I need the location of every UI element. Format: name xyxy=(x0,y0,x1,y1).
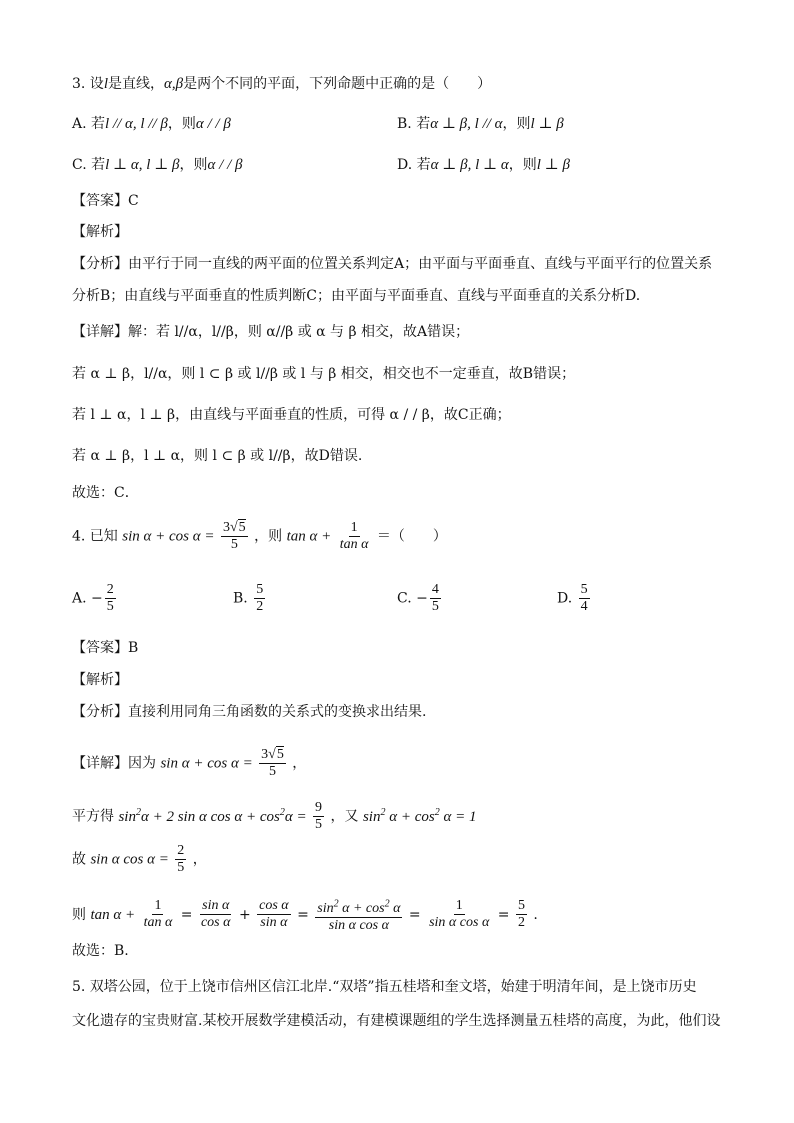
q4-detail-line1 xyxy=(72,747,306,780)
q4-stem-a: 4. 已知 xyxy=(72,528,118,545)
q4-detail-line2 xyxy=(72,800,476,833)
q4-a-sign: − xyxy=(91,590,103,607)
q4-square: 平方得 xyxy=(72,808,114,825)
q3-option-a[interactable] xyxy=(72,114,231,134)
q4-d4-f5: $\frac{1}{\text{sin α cos α}}$ xyxy=(429,898,490,931)
q3-detail-line3: 若 l ⊥ α，l ⊥ β，由直线与平面垂直的性质，可得 α / / β，故C正确； xyxy=(72,407,511,423)
q3-d1: 解：若 l//α，l//β，则 α//β 或 α 与 β 相交，故A错误； xyxy=(128,324,470,340)
q3-stem-b: 是直线， xyxy=(107,76,164,92)
q4-c-sign: − xyxy=(416,590,428,607)
q3-opt-a-label: A. 若 xyxy=(72,116,106,132)
q3-detail-line2: 若 α ⊥ β，l//α，则 l ⊂ β 或 l//β 或 l 与 β 相交，相交也不一定垂直，故B错误； xyxy=(72,366,576,382)
q3-option-c[interactable] xyxy=(72,155,242,175)
q3-fx-tag: 【分析】 xyxy=(72,256,128,272)
q3-detail-line4: 若 α ⊥ β，l ⊥ α，则 l ⊂ β 或 l//β，故D错误. xyxy=(72,448,363,464)
q3-opt-c-label: C. 若 xyxy=(72,157,106,173)
q4-d3-frac: $\frac{2}{5}$ xyxy=(177,843,185,875)
q4-d3-comma: ， xyxy=(192,851,207,868)
q3-option-b[interactable] xyxy=(397,114,564,134)
q3-var-l: l xyxy=(103,76,108,92)
q3-stem xyxy=(72,74,491,94)
q3-choose: 故选：C． xyxy=(72,485,139,501)
q3-stem-a: 3. 设 xyxy=(72,76,104,92)
q3-opt-c-res: α / / β xyxy=(207,157,243,173)
q4-fx-text: 直接利用同角三角函数的关系式的变换求出结果. xyxy=(128,704,427,720)
q3-opt-b-mid: ，则 xyxy=(502,116,531,132)
q3-fx-text1: 由平行于同一直线的两平面的位置关系判定A；由平面与平面垂直、直线与平面平行的位置关系 xyxy=(128,256,713,272)
q3-var-ab: α,β xyxy=(163,76,184,92)
q3-analysis-tag: 【解析】 xyxy=(72,224,128,240)
q4-detail-line3 xyxy=(72,843,207,876)
q4-b-frac: $\frac{5}{2}$ xyxy=(256,582,264,614)
q3-opt-c-math: l ⊥ α, l ⊥ β xyxy=(105,157,180,173)
q4-therefore: 故 xyxy=(72,851,86,868)
q4-d4-f1: $\frac{1}{\text{tan α}}$ xyxy=(143,898,173,931)
q3-detail-tag: 【详解】 xyxy=(72,324,128,340)
q5-line2: 文化遗存的宝贵财富.某校开展数学建模活动，有建模课题组的学生选择测量五桂塔的高度，为此，他们设 xyxy=(72,1013,721,1029)
q3-opt-b-label: B. 若 xyxy=(397,116,431,132)
q4-answer-value: B xyxy=(128,640,139,656)
q4-detail-line4 xyxy=(72,896,538,934)
q4-fx-tag: 【分析】 xyxy=(72,704,128,720)
q3-stem-c: 是两个不同的平面，下列命题中正确的是（ ） xyxy=(183,76,492,92)
q4-d2-expr: $\sin^2\alpha + 2$ sin α $\cos \alpha + \cos^2\alpha$ = xyxy=(118,806,307,825)
q4-answer xyxy=(72,638,138,658)
q4-d-label: D. xyxy=(557,590,573,607)
q4-d3-expr: sin α cos α = xyxy=(90,851,169,868)
q3-opt-d-mid: ，则 xyxy=(508,157,537,173)
q4-d4-f3: $\frac{\text{cos α}}{\text{sin α}}$ xyxy=(259,898,289,931)
q4-a-frac: $\frac{2}{5}$ xyxy=(106,582,114,614)
q4-option-d[interactable] xyxy=(557,582,592,615)
q4-given-expr: sin α + cos α = xyxy=(122,528,215,545)
q4-option-c[interactable] xyxy=(397,582,443,615)
q3-fenxi-line1 xyxy=(72,254,712,274)
q4-d4-f4: $\frac{\sin^2 \alpha + \cos^2 \alpha}{\text{sin α cos α}}$ xyxy=(317,898,401,933)
q4-because: 因为 xyxy=(128,755,156,772)
q4-target-expr: tan α + xyxy=(286,528,332,545)
q4-b-label: B. xyxy=(233,590,248,607)
q3-option-d[interactable] xyxy=(397,155,570,175)
q4-d4-eq2: = xyxy=(297,906,309,923)
q3-opt-d-label: D. 若 xyxy=(397,157,431,173)
q3-answer-value: C xyxy=(128,193,139,209)
q4-fenxi xyxy=(72,702,426,722)
q4-stem xyxy=(72,520,447,553)
q4-d2-frac: $\frac{9}{5}$ xyxy=(315,800,323,832)
q4-d4-eq1: = xyxy=(180,906,193,923)
q4-answer-tag: 【答案】 xyxy=(72,640,128,656)
q4-d1-frac: $\frac{3√5}{5}$ xyxy=(261,747,284,779)
q4-analysis-tag: 【解析】 xyxy=(72,672,128,688)
q4-d1-expr: sin α + cos α = xyxy=(160,755,253,772)
q4-d1-comma: ， xyxy=(292,755,307,772)
q3-opt-a-math: l // α, l // β xyxy=(105,116,168,132)
q4-stem-end: ＝（ ） xyxy=(376,528,447,545)
q3-opt-a-res: α / / β xyxy=(195,116,231,132)
q4-d-frac: $\frac{5}{4}$ xyxy=(580,582,588,614)
q4-given-frac: $\frac{3√5}{5}$ xyxy=(222,520,246,552)
q3-fenxi-line2: 分析B；由直线与平面垂直的性质判断C；由平面与平面垂直、直线与平面垂直的关系分析D. xyxy=(72,288,641,304)
q3-opt-b-res: l ⊥ β xyxy=(530,116,564,132)
q4-stem-mid: ，则 xyxy=(254,528,283,545)
q4-d2-identity: $\sin^2 \alpha + \cos^2 \alpha = 1$ xyxy=(362,806,477,825)
q4-d4-period: . xyxy=(533,906,538,923)
q4-option-b[interactable] xyxy=(233,582,267,615)
q4-d4-f6: $\frac{5}{2}$ xyxy=(517,898,525,931)
q4-d4-f2: $\frac{\text{sin α}}{\text{cos α}}$ xyxy=(200,898,231,931)
q3-answer xyxy=(72,191,139,211)
q3-opt-d-math: α ⊥ β, l ⊥ α xyxy=(430,157,509,173)
q3-opt-d-res: l ⊥ β xyxy=(536,157,570,173)
q4-then: 则 xyxy=(72,906,86,923)
q4-detail-tag: 【详解】 xyxy=(72,755,128,772)
q3-opt-b-math: α ⊥ β, l // α xyxy=(430,116,503,132)
q3-opt-a-mid: ，则 xyxy=(167,116,196,132)
q4-target-frac: $\frac{1}{\text{tan α}}$ xyxy=(339,520,369,552)
q4-c-frac: $\frac{4}{5}$ xyxy=(431,582,439,614)
q3-answer-tag: 【答案】 xyxy=(72,193,128,209)
q4-also: ，又 xyxy=(330,808,359,825)
q5-line1: 5. 双塔公园，位于上饶市信州区信江北岸.“双塔”指五桂塔和奎文塔，始建于明清年间，是上饶市历史 xyxy=(72,979,697,995)
q4-choose: 故选：B. xyxy=(72,943,129,959)
q4-c-label: C. xyxy=(397,590,412,607)
q3-detail-line1 xyxy=(72,322,469,342)
q4-option-a[interactable] xyxy=(72,582,118,615)
q4-a-label: A. xyxy=(72,590,87,607)
q4-d4-plus: + xyxy=(238,906,251,923)
q4-d4-tan: tan α + xyxy=(90,906,136,923)
q4-d4-eq4: = xyxy=(497,906,510,923)
q4-d4-eq3: = xyxy=(408,906,421,923)
q3-opt-c-mid: ，则 xyxy=(179,157,208,173)
